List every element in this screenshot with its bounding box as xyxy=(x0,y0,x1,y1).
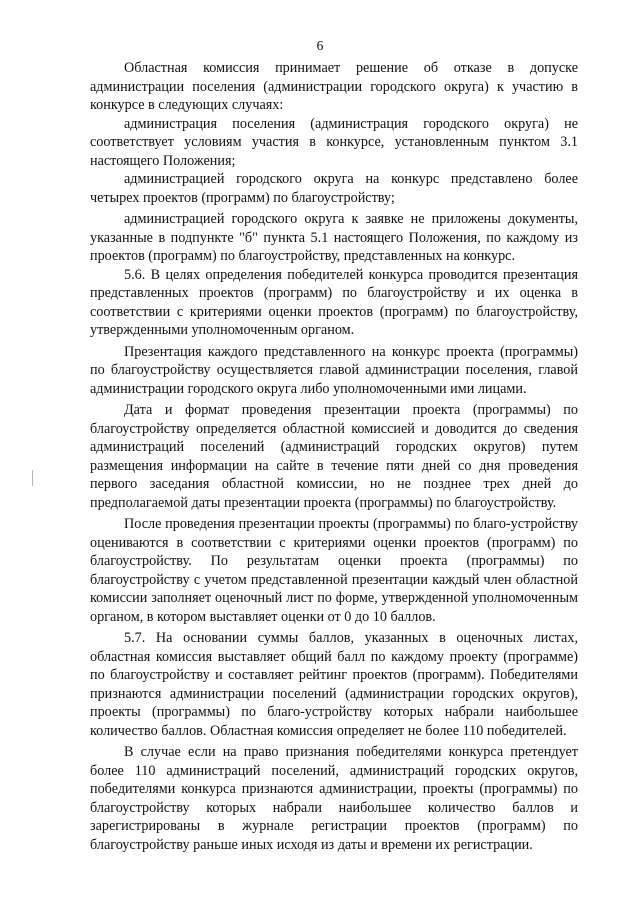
paragraph-refusal-case-2: администрацией городского округа на конкурс представлено более четырех проектов (программ) по благоустройству; xyxy=(90,171,578,206)
paragraph-tie-break: В случае если на право признания победителями конкурса претендует более 110 администраций поселений, администраций городских округов, победителями конкурса признаются администрации, проекты (программы) по благоустройству которых набрали наибольшее количество баллов и зарегистрированы в журнале регистрации проектов (программ) по благоустройству раньше иных исходя из даты и времени их регистрации. xyxy=(90,744,578,853)
paragraph-5-7: 5.7. На основании суммы баллов, указанных в оценочных листах, областная комиссия выставляет общий балл по каждому проекту (программе) по благоустройству и составляет рейтинг проектов (программ). Победителями признаются администрации поселений (администрации городских округов), проекты (программы) по благо-устройству которых набрали наибольшее количество баллов. Областная комиссия определяет не более 110 победителей. xyxy=(90,630,578,739)
paragraph-evaluation: После проведения презентации проекты (программы) по благо-устройству оцениваются в соответствии с критериями оценки проектов (программ) по благоустройству. По результатам оценки проекта (программы) по благоустройству с учетом представленной презентации каждый член областной комиссии заполняет оценочный лист по форме, утвержденной уполномоченным органом, в котором выставляет оценки от 0 до 10 баллов. xyxy=(90,516,578,625)
paragraph-presentation-date: Дата и формат проведения презентации проекта (программы) по благоустройству определяется областной комиссией и доводится до сведения администраций поселений (администраций городских округов) путем размещения информации на сайте в течение пяти дней со дня проведения первого заседания областной комиссии, но не позднее трех дней до предполагаемой даты презентации проекта (программы) по благоустройству. xyxy=(90,402,578,511)
paragraph-presentation: Презентация каждого представленного на конкурс проекта (программы) по благоустройству осуществляется главой администрации поселения, главой администрации городского округа либо уполномоченными ими лицами. xyxy=(90,343,578,397)
paragraph-5-6: 5.6. В целях определения победителей конкурса проводится презентация представленных проектов (программ) по благоустройству и их оценка в соответствии с критериями оценки проектов (программ) по благоустройству, утвержденными уполномоченным органом. xyxy=(90,266,578,338)
paragraph-refusal-intro: Областная комиссия принимает решение об отказе в допуске администрации поселения (администрации городского округа) к участию в конкурсе в следующих случаях: xyxy=(90,60,578,113)
paragraph-refusal-case-3: администрацией городского округа к заявке не приложены документы, указанные в подпункте "б" пункта 5.1 настоящего Положения, по каждому из проектов (программ) по благоустройству, представленных на конкурс. xyxy=(90,211,578,264)
paragraph-refusal-case-1: администрация поселения (администрация городского округа) не соответствует условиям участия в конкурсе, установленным пунктом 3.1 настоящего Положения; xyxy=(90,115,578,169)
document-body xyxy=(90,59,578,854)
margin-mark xyxy=(32,470,33,486)
page-number: 6 xyxy=(316,38,324,53)
